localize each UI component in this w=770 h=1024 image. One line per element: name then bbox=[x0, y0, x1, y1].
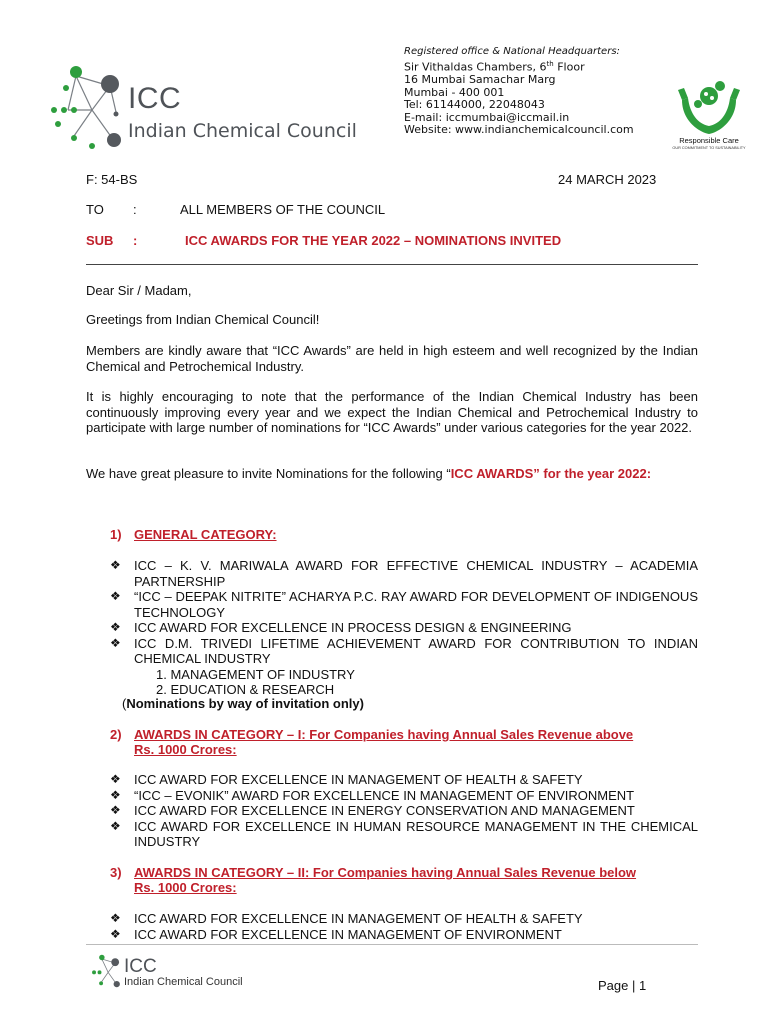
award-text: “ICC – EVONIK” AWARD FOR EXCELLENCE IN MANAGEMENT OF ENVIRONMENT bbox=[134, 787, 635, 803]
award-text: ICC – K. V. MARIWALA AWARD FOR EFFECTIVE CHEMICAL INDUSTRY – ACADEMIA PARTNERSHIP bbox=[134, 558, 698, 589]
paragraph-industry-performance: It is highly encouraging to note that the performance of the Indian Chemical Industry has been continuously improving every year and we expect the Indian Chemical and Petrochemical Industry to participate with large number of nominations for “ICC Awards” under various categories for the year 2022. bbox=[86, 389, 698, 435]
award-text: ICC AWARD FOR EXCELLENCE IN PROCESS DESIGN & ENGINEERING bbox=[134, 620, 572, 635]
paragraph-invitation bbox=[86, 466, 698, 482]
icc-logo bbox=[44, 58, 374, 150]
list-item bbox=[110, 788, 698, 804]
greeting: Greetings from Indian Chemical Council! bbox=[86, 312, 320, 327]
salutation: Dear Sir / Madam, bbox=[86, 283, 192, 298]
responsible-care-label: Responsible Care bbox=[679, 136, 739, 145]
list-item bbox=[110, 803, 698, 819]
section-3-title-line1: AWARDS IN CATEGORY – II: For Companies having Annual Sales Revenue below bbox=[134, 865, 637, 880]
section-3-number: 3) bbox=[110, 865, 122, 880]
section-2-list bbox=[110, 772, 698, 850]
footer-logo-icc-text: ICC bbox=[124, 956, 157, 977]
award-text: ICC AWARD FOR EXCELLENCE IN ENERGY CONSERVATION AND MANAGEMENT bbox=[134, 803, 635, 818]
responsible-care-logo bbox=[668, 74, 750, 156]
diamond-bullet-icon: ❖ bbox=[110, 635, 121, 650]
list-item bbox=[110, 636, 698, 698]
diamond-bullet-icon: ❖ bbox=[110, 803, 121, 817]
header-divider bbox=[86, 264, 698, 265]
subject-colon: : bbox=[133, 233, 138, 248]
paragraph-awards-esteem: Members are kindly aware that “ICC Awards” are held in high esteem and well recognized by the Indian Chemical and Petrochemical Industry. bbox=[86, 343, 698, 374]
sub-list-item: 2. EDUCATION & RESEARCH bbox=[156, 682, 335, 697]
section-2-title-line1: AWARDS IN CATEGORY – I: For Companies having Annual Sales Revenue above bbox=[134, 727, 634, 742]
award-text: ICC AWARD FOR EXCELLENCE IN MANAGEMENT OF ENVIRONMENT bbox=[134, 926, 562, 942]
icc-molecule-icon bbox=[44, 58, 124, 150]
to-label: TO bbox=[86, 202, 104, 217]
subject-label: SUB bbox=[86, 233, 114, 248]
list-item bbox=[110, 620, 698, 636]
invitation-awards-highlight: ICC AWARDS” for the year 2022: bbox=[450, 466, 652, 481]
list-item bbox=[110, 589, 698, 620]
section-2-title-line2: Rs. 1000 Crores: bbox=[134, 742, 237, 757]
diamond-bullet-icon: ❖ bbox=[110, 911, 121, 925]
address-line1 bbox=[404, 58, 634, 74]
diamond-bullet-icon: ❖ bbox=[110, 589, 121, 603]
section-3-list bbox=[110, 911, 698, 942]
footer-icc-logo bbox=[86, 952, 266, 992]
note-open-paren: ( bbox=[122, 696, 127, 711]
responsible-care-icon bbox=[668, 74, 750, 136]
address-block bbox=[404, 46, 634, 137]
diamond-bullet-icon: ❖ bbox=[110, 926, 121, 941]
invitation-only-note bbox=[122, 696, 364, 711]
sub-list-item: 1. MANAGEMENT OF INDUSTRY bbox=[156, 666, 355, 682]
address-line1-floor: Floor bbox=[553, 61, 585, 75]
diamond-bullet-icon: ❖ bbox=[110, 818, 121, 833]
award-text: ICC AWARD FOR EXCELLENCE IN MANAGEMENT OF HEALTH & SAFETY bbox=[134, 911, 583, 926]
list-item bbox=[110, 558, 698, 589]
list-item bbox=[110, 819, 698, 850]
letter-date: 24 MARCH 2023 bbox=[558, 172, 657, 187]
award-text: “ICC – DEEPAK NITRITE” ACHARYA P.C. RAY AWARD FOR DEVELOPMENT OF INDIGENOUS TECHNOLOGY bbox=[134, 589, 698, 620]
award-text: ICC AWARD FOR EXCELLENCE IN HUMAN RESOURCE MANAGEMENT IN THE CHEMICAL INDUSTRY bbox=[134, 818, 698, 849]
footer-divider bbox=[86, 944, 698, 945]
lifetime-award-subcategories bbox=[134, 667, 698, 698]
diamond-bullet-icon: ❖ bbox=[110, 558, 121, 572]
address-website[interactable]: Website: www.indianchemicalcouncil.com bbox=[404, 123, 634, 137]
award-text: ICC D.M. TRIVEDI LIFETIME ACHIEVEMENT AWARD FOR CONTRIBUTION TO INDIAN CHEMICAL INDUSTRY bbox=[134, 635, 698, 666]
diamond-bullet-icon: ❖ bbox=[110, 772, 121, 786]
address-line1-text: Sir Vithaldas Chambers, 6 bbox=[404, 61, 547, 75]
footer-logo-council-name: Indian Chemical Council bbox=[124, 976, 243, 988]
diamond-bullet-icon: ❖ bbox=[110, 620, 121, 634]
address-line2: 16 Mumbai Samachar Marg bbox=[404, 73, 556, 87]
section-1-number: 1) bbox=[110, 527, 122, 542]
reference-number: F: 54-BS bbox=[86, 172, 138, 187]
section-2-number: 2) bbox=[110, 727, 122, 742]
address-tel: Tel: 61144000, 22048043 bbox=[404, 98, 545, 112]
responsible-care-tagline: OUR COMMITMENT TO SUSTAINABILITY bbox=[672, 146, 746, 150]
address-email[interactable]: E-mail: iccmumbai@iccmail.in bbox=[404, 110, 570, 124]
to-colon: : bbox=[133, 202, 137, 217]
to-value: ALL MEMBERS OF THE COUNCIL bbox=[180, 202, 386, 217]
list-item bbox=[110, 927, 698, 943]
logo-council-name: Indian Chemical Council bbox=[128, 120, 357, 142]
note-text: Nominations by way of invitation only) bbox=[126, 696, 364, 711]
address-line3: Mumbai - 400 001 bbox=[404, 85, 505, 99]
invitation-text: We have great pleasure to invite Nominations for the following “ bbox=[86, 466, 451, 481]
diamond-bullet-icon: ❖ bbox=[110, 787, 121, 802]
address-heading: Registered office & National Headquarters: bbox=[404, 46, 620, 57]
section-1-title: GENERAL CATEGORY: bbox=[134, 527, 277, 542]
address-line1-sup: th bbox=[546, 60, 554, 69]
section-1-list bbox=[110, 558, 698, 698]
section-3-title-line2: Rs. 1000 Crores: bbox=[134, 880, 237, 895]
icc-molecule-icon bbox=[86, 952, 124, 988]
list-item bbox=[110, 772, 698, 788]
logo-icc-text: ICC bbox=[128, 82, 182, 115]
page-number: Page | 1 bbox=[598, 978, 647, 993]
subject-value: ICC AWARDS FOR THE YEAR 2022 – NOMINATIONS INVITED bbox=[185, 233, 562, 248]
list-item bbox=[110, 911, 698, 927]
award-text: ICC AWARD FOR EXCELLENCE IN MANAGEMENT OF HEALTH & SAFETY bbox=[134, 772, 583, 787]
